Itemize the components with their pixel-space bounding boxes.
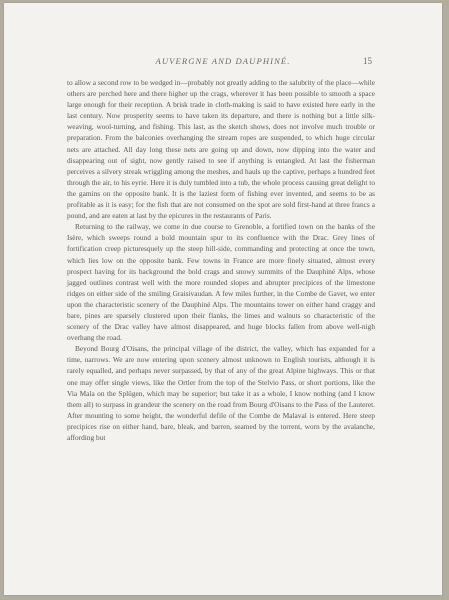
page-number: 15 (363, 56, 372, 66)
paragraph-2: Returning to the railway, we come in due course to Grenoble, a fortified town on the banks of the Isère, which sweeps round a bold mountain spur to its confluence with the Drac. Grey lines of fortification creep picturesquely up the steep hill-side, commanding and protecting at once the town, which lies low on the opposite bank. Few towns in France are more finely situated, almost every prospect having for its background the bold crags and snowy summits of the Dauphiné Alps, whose jagged outlines contrast well with the more rounded slopes and abrupter precipices of the limestone ridges on either side of the smiling Graisivaudan. A few miles further, in the Combe de Gavet, we enter upon the characteristic scenery of the Dauphiné Alps. The mountains tower on either hand craggy and bare, pines are sparsely clustered upon their flanks, the limes and walnuts so characteristic of the scenery of the Drac valley have almost disappeared, and huge blocks fallen from above well-nigh overhang the road. (67, 222, 375, 343)
body-text (67, 77, 375, 443)
paragraph-1: to allow a second row to be wedged in—probably not greatly adding to the salubrity of the place—while others are perched here and there higher up the crags, wherever it has been possible to smooth a space large enough for their reception. A brisk trade in cloth-making is said to have existed here early in the last century. Now prosperity seems to have taken its departure, and there is nothing but a little silk-weaving, wool-turning, and fishing. This last, as the sketch shows, does not involve much trouble or preparation. From the balconies overhanging the stream ropes are suspended, to which huge circular nets are attached. All day long these nets are going up and down, now dipping into the water and disappearing out of sight, now gently raised to see if anything is entangled. At last the fisherman perceives a silvery streak wriggling among the meshes, and hauls up the captive, perhaps a hundred feet through the air, to his eyrie. Here it is duly tumbled into a tub, the whole process causing great delight to the gamins on the opposite bank. It is the laziest form of fishing ever invented, and seems to be as profitable as it is easy; for the fish that are not consumed on the spot are sold first-hand at three francs a pound, and are eaten at last by the epicures in the restaurants of Paris. (67, 78, 375, 221)
document-page (4, 3, 442, 595)
page-header (4, 56, 442, 68)
running-title: AUVERGNE AND DAUPHINÉ. (155, 56, 291, 66)
paragraph-3: Beyond Bourg d'Oisans, the principal village of the district, the valley, which has expanded for a time, narrows. We are now entering upon scenery almost unknown to English tourists, although it is rarely equalled, and perhaps never surpassed, by that of any of the great Alpine highways. This or that one may offer single views, like the Ortler from the top of the Stelvio Pass, or short portions, like the Via Mala on the Splügen, which may be superior; but take it as a whole, I know nothing (and I know them all) to surpass in grandeur the scenery on the road from Bourg d'Oisans to the Pass of the Lauteret. After mounting to some height, the wonderful defile of the Combe de Malaval is entered. Here steep precipices rise on either hand, bare, bleak, and barren, seamed by the torrent, worn by the avalanche, affording but (67, 344, 375, 442)
